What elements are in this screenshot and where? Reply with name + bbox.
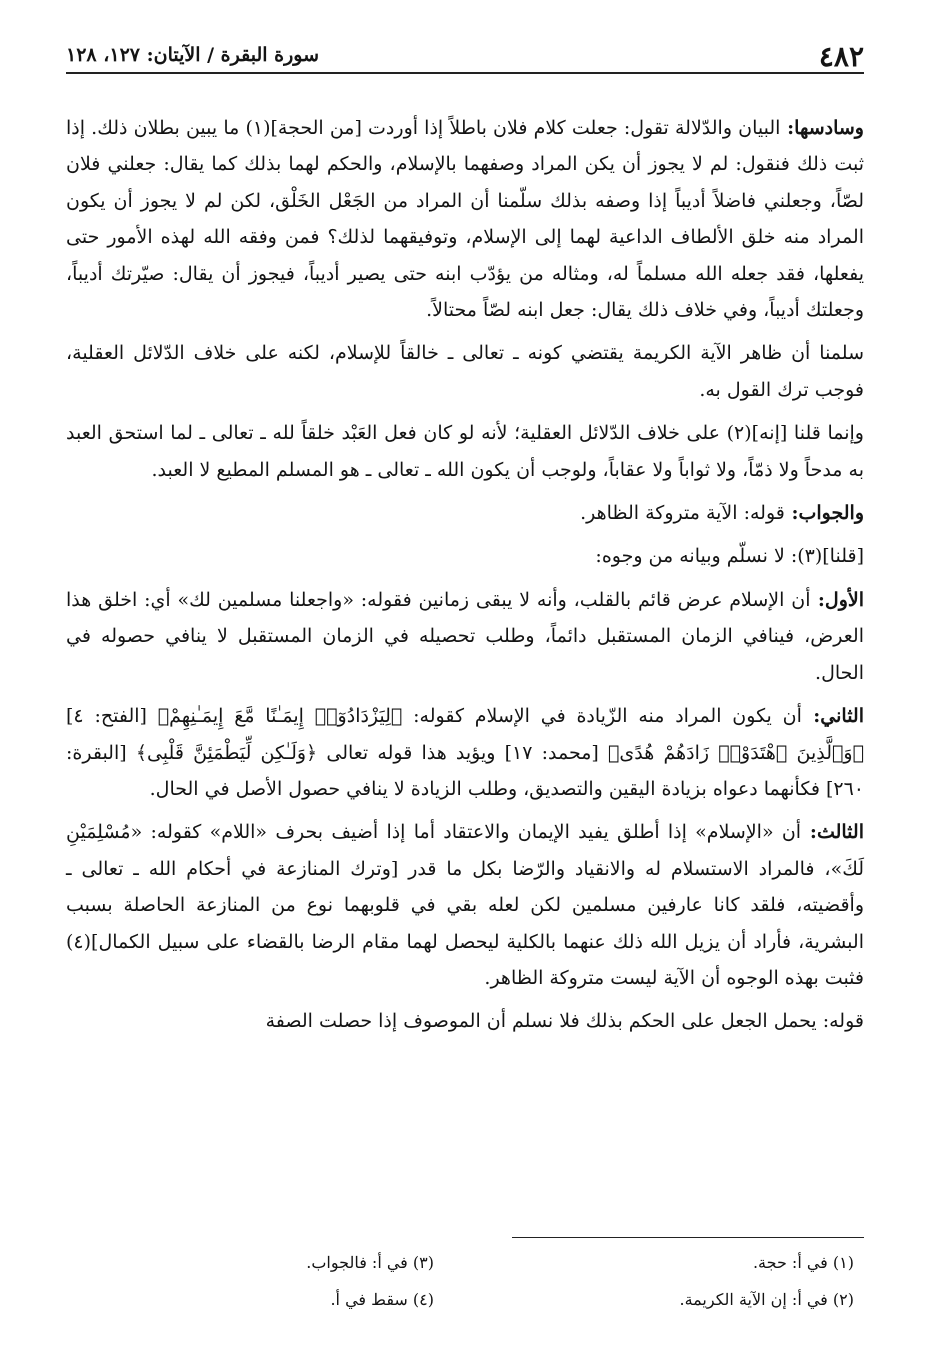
footnote-1: (١) في أ: حجة. xyxy=(752,1253,854,1272)
paragraph xyxy=(66,1003,864,1039)
footnote-4: (٤) سقط في أ. xyxy=(330,1290,434,1309)
paragraph-text: قوله: الآية متروكة الظاهر. xyxy=(580,502,785,525)
paragraph-text: أن «الإسلام» إذا أطلق يفيد الإيمان والاعتقاد أما إذا أضيف بحرف «اللام» كقوله: «مُسْلِمَيْنِ لَكَ»، فالمراد الاستسلام له والانقياد والرّضا بكل ما قدر [وترك المنازعة في أحكام الله ـ تعالى ـ وأقضيته، فلقد كانا عارفين مسلمين لكن لعله بقي في قلوبهما نوع من المنازعة الحاصلة بسبب البشرية، فأراد أن يزيل الله ذلك عنهما بالكلية ليحصل لهما مقام الرضا بالقضاء على سبيل الكمال](٤) فثبت بهذه الوجوه أن الآية ليست متروكة الظاهر. xyxy=(66,821,864,989)
paragraph xyxy=(66,110,864,328)
paragraph xyxy=(66,814,864,996)
paragraph-text: سلمنا أن ظاهر الآية الكريمة يقتضي كونه ـ تعالى ـ خالقاً للإسلام، لكنه على خلاف الدّلائل العقلية، فوجب ترك القول به. xyxy=(66,342,864,401)
header-rule xyxy=(66,72,864,74)
paragraph-lead: الأول: xyxy=(810,588,864,611)
running-header xyxy=(66,40,864,73)
footnote-3: (٣) في أ: فالجواب. xyxy=(306,1253,434,1272)
main-text xyxy=(66,110,864,1047)
paragraph xyxy=(66,698,864,807)
footnote-rule xyxy=(512,1237,864,1238)
paragraph xyxy=(66,415,864,488)
paragraph-text: وإنما قلنا [إنه](٢) على خلاف الدّلائل العقلية؛ لأنه لو كان فعل العَبْد خلقاً لله ـ تعالى ـ لما استحق العبد به مدحاً ولا ذمّاً، ولا ثواباً ولا عقاباً، ولوجب أن يكون الله ـ تعالى ـ هو المسلم المطيع لا العبد. xyxy=(66,422,864,481)
paragraph xyxy=(66,538,864,574)
footnote-2: (٢) في أ: إن الآية الكريمة. xyxy=(679,1290,854,1309)
paragraph xyxy=(66,495,864,531)
paragraph xyxy=(66,335,864,408)
paragraph-text: قوله: يحمل الجعل على الحكم بذلك فلا نسلم أن الموصوف إذا حصلت الصفة xyxy=(265,1010,864,1033)
paragraph-lead: والجواب: xyxy=(784,502,864,525)
paragraph-text: أن الإسلام عرض قائم بالقلب، وأنه لا يبقى زمانين فقوله: «واجعلنا مسلمين لك» أي: اخلق هذا العرض، فينافي الزمان المستقبل دائماً، وطلب تحصيله في الزمان المستقبل لا ينافي حصوله في الحال. xyxy=(66,588,864,684)
running-title: سورة البقرة / الآيتان: ١٢٧، ١٢٨ xyxy=(66,44,320,66)
paragraph-text: أن يكون المراد منه الزّيادة في الإسلام كقوله: ﴿لِيَزْدَادُوٓا۟ إِيمَـٰنًا مَّعَ إِيمَـٰنِهِمْ﴾ [الفتح: ٤] ﴿وَٱلَّذِينَ ٱهْتَدَوْا۟ زَادَهُمْ هُدًى﴾ [محمد: ١٧] ويؤيد هذا قوله تعالى ﴿وَلَـٰكِن لِّيَطْمَئِنَّ قَلْبِى﴾ [البقرة: ٢٦٠] فكأنهما دعواه بزيادة اليقين والتصديق، وطلب الزيادة لا ينافي حصول الأصل في الحال. xyxy=(66,705,864,800)
page-number: ٤٨٢ xyxy=(818,40,864,73)
paragraph-lead: الثاني: xyxy=(801,705,865,728)
paragraph-text: البيان والدّلالة تقول: جعلت كلام فلان باطلاً إذا أوردت [من الحجة](١) ما يبين بطلان ذلك. إذا ثبت ذلك فنقول: لم لا يجوز أن يكن المراد وصفهما بالإسلام، والحكم لهما بذلك كما يقال: جعلني فلان لصّاً، وجعلني فاضلاً أديباً إذا وصفه بذلك سلّمنا أن المراد من الجَعْل الخَلْق، لكن لم لا يجوز أن يكون المراد منه خلق الألطاف الداعية لهما إلى الإسلام، وتوفيقهما لذلك؟ فمن وفقه الله لهذه الأمور حتى يفعلها، فقد جعله الله مسلماً له، ومثاله من يؤدّب ابنه حتى يصير أديباً، فيجوز أن يقال: صيّرتك أديباً، وجعلتك أديباً، وفي خلاف ذلك يقال: جعل ابنه لصّاً محتالاً. xyxy=(66,117,864,322)
paragraph-lead: الثالث: xyxy=(801,821,864,844)
paragraph-lead: وسادسها: xyxy=(780,117,864,139)
paragraph-text: [قلنا](٣): لا نسلّم وبيانه من وجوه: xyxy=(595,545,864,568)
paragraph xyxy=(66,582,864,691)
